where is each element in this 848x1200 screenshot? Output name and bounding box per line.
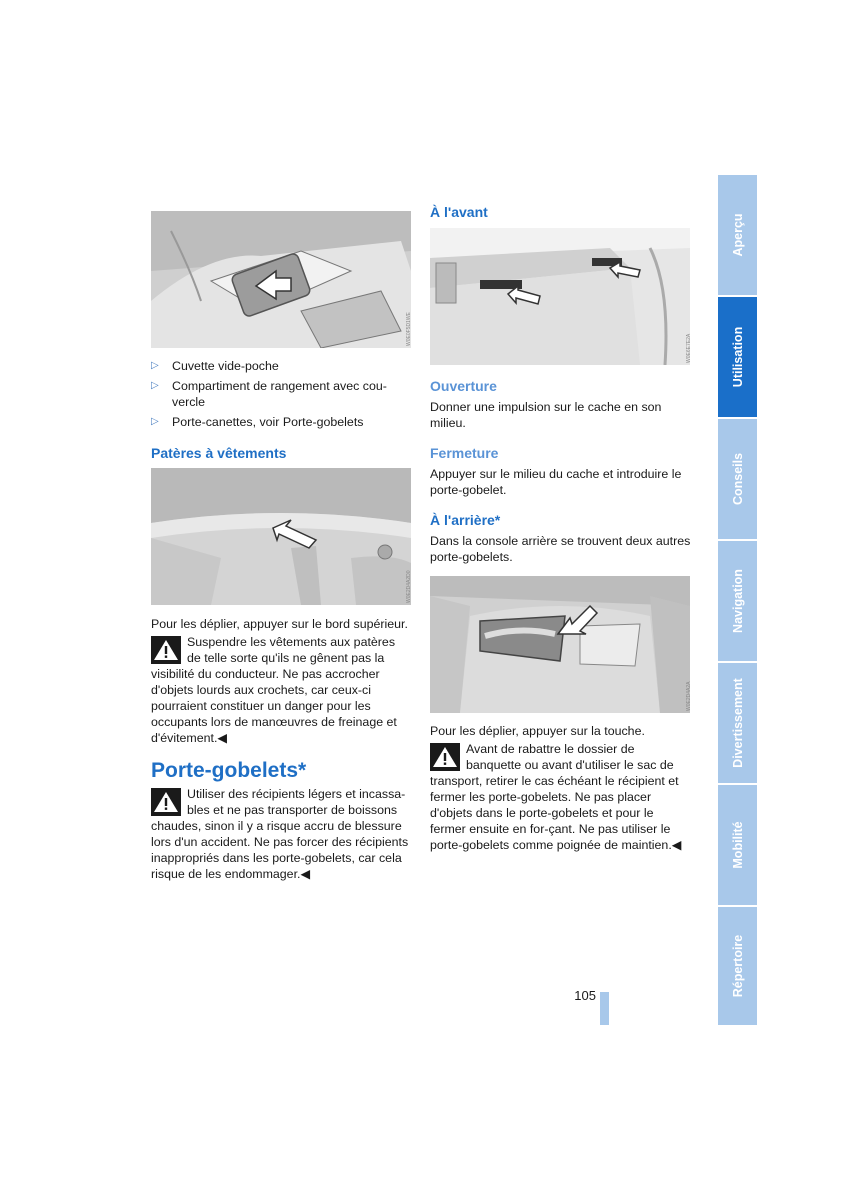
warning-text: Suspendre les vêtements aux patères de telle sorte qu'ils ne gênent pas la visibilité du conducteur. Ne pas accrocher d'objets lourds aux crochets, car ceux-ci pourraient constituer un danger pour les occupants lors de manœuvres de freinage et d'évitement.◀: [151, 635, 397, 745]
tab-utilisation[interactable]: [718, 297, 757, 417]
front-cupholder-image: [430, 228, 690, 365]
page-heading-porte-gobelets: Porte-gobelets*: [151, 759, 307, 782]
section-heading-arriere: À l'arrière*: [430, 512, 501, 528]
storage-console-image: [151, 211, 411, 348]
image-code: W0E2D4A2A: [686, 681, 692, 711]
warning-text: Avant de rabattre le dossier de banquette ou avant d'utiliser le sac de transport, retirer le cas échéant le récipient et fermer les porte-gobelets. Ne pas placer d'objets dans le porte-gobelets et pour le fermer ensuite en for-çant. Ne pas utiliser le porte-gobelets comme poignée de maintien.◀: [430, 742, 682, 852]
subheading-ouverture: Ouverture: [430, 378, 497, 394]
section-heading-pateres: Patères à vêtements: [151, 445, 287, 461]
tab-divertissement[interactable]: [718, 663, 757, 783]
section-heading-avant: À l'avant: [430, 204, 488, 220]
tab-label: Divertissement: [730, 678, 745, 768]
warning-triangle-icon: [151, 636, 181, 664]
rear-cupholder-image: [430, 576, 690, 713]
fermeture-text: Appuyer sur le milieu du cache et introduire le porte-gobelet.: [430, 467, 682, 497]
warning-block: [151, 786, 411, 882]
tab-label: Aperçu: [730, 213, 745, 257]
tab-label: Conseils: [730, 452, 745, 506]
image-code: W0E2D4A2D0: [406, 570, 412, 603]
tab-label: Utilisation: [730, 326, 745, 388]
bullet-text: Porte-canettes, voir Porte-gobelets: [172, 415, 364, 429]
list-item: [151, 414, 411, 430]
tab-label: Mobilité: [730, 821, 745, 869]
list-item: [151, 358, 411, 374]
page-number: 105: [574, 988, 596, 1003]
triangle-bullet-icon: ▷: [151, 360, 159, 371]
arriere-text: Dans la console arrière se trouvent deux autres porte-gobelets.: [430, 534, 691, 564]
triangle-bullet-icon: ▷: [151, 380, 159, 391]
tab-label: Navigation: [730, 569, 745, 633]
ouverture-text: Donner une impulsion sur le cache en son milieu.: [430, 400, 662, 430]
warning-block: [151, 634, 411, 746]
list-item: [151, 378, 411, 410]
warning-triangle-icon: [151, 788, 181, 816]
warning-text: Utiliser des récipients légers et incassa-bles et ne pas transporter de boissons chaudes, sinon il y a risque accru de blessure lors d'un accident. Ne pas forcer des récipients inappropriés dans les porte-gobelets, car cela risque de les endommager.◀: [151, 787, 409, 881]
warning-block: [430, 741, 692, 853]
subheading-fermeture: Fermeture: [430, 445, 499, 461]
tab-repertoire[interactable]: [718, 907, 757, 1025]
warning-triangle-icon: [430, 743, 460, 771]
image-code: W0E0F5D1WE: [406, 312, 412, 346]
image-code: W0E6E7E2A: [686, 333, 692, 363]
bullet-list: [151, 358, 411, 430]
arriere-caption: Pour les déplier, appuyer sur la touche.: [430, 724, 645, 738]
bullet-text: Compartiment de rangement avec cou- vercle: [172, 379, 387, 409]
tab-label: Répertoire: [730, 934, 745, 998]
tab-navigation[interactable]: [718, 541, 757, 661]
page-number-bar: [600, 992, 609, 1025]
tab-conseils[interactable]: [718, 419, 757, 539]
bullet-text: Cuvette vide-poche: [172, 359, 279, 373]
coat-hook-image: [151, 468, 411, 605]
tab-mobilite[interactable]: [718, 785, 757, 905]
pateres-caption: Pour les déplier, appuyer sur le bord supérieur.: [151, 617, 408, 631]
tab-apercu[interactable]: [718, 175, 757, 295]
triangle-bullet-icon: ▷: [151, 416, 159, 427]
